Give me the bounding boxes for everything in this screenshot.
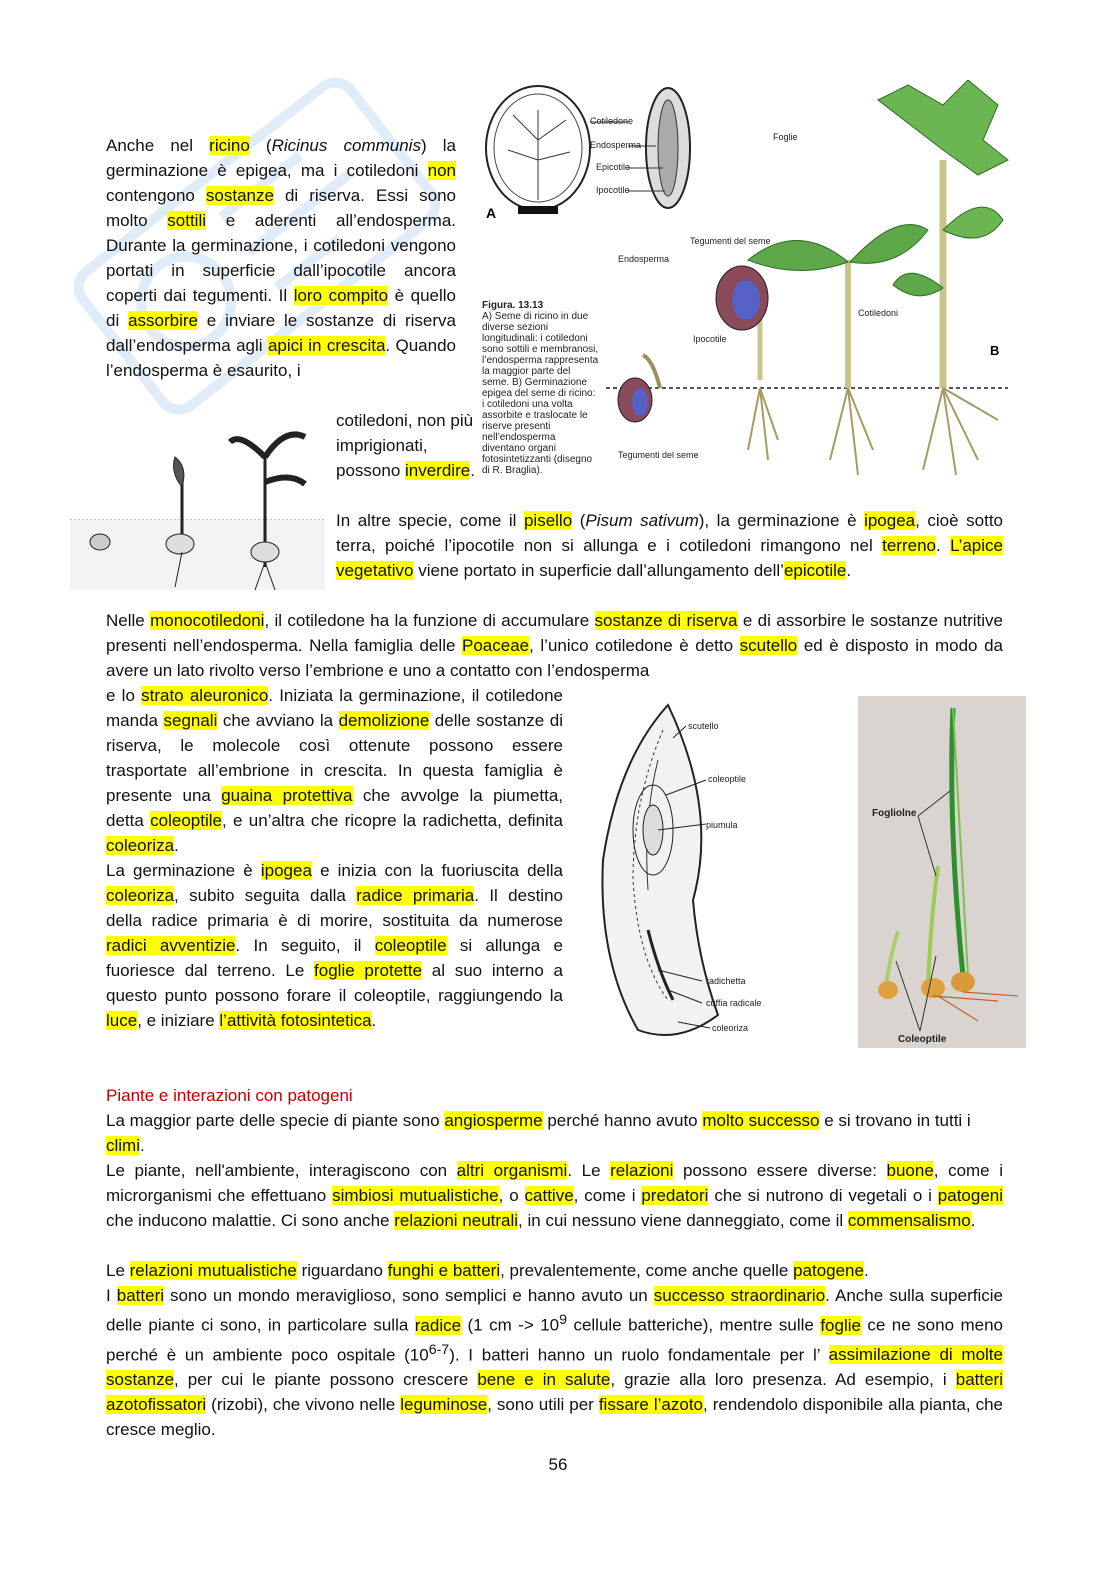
- label-endosperma: Endosperma: [590, 140, 642, 150]
- paragraph-monocotiledoni: Nelle monocotiledoni, il cotiledone ha la funzione di accumulare sostanze di riserva e di assorbire le sostanze nutritive presenti nell’endosperma. Nella famiglia delle Poaceae, l’unico cotiledone è detto scutello ed è disposto in modo da avere un lato rivolto verso l’embrione e uno a contatto con l’endosperma: [106, 611, 1003, 680]
- paragraph-mutualistiche: Le relazioni mutualistiche riguardano funghi e batteri, prevalentemente, come anche quelle patogene.: [106, 1261, 869, 1280]
- label-ipocotile: Ipocotile: [596, 185, 630, 195]
- figure-pea-germination: [70, 412, 325, 590]
- label-tegumenti-1: Tegumenti del seme: [690, 236, 771, 246]
- label-scutello: scutello: [688, 721, 719, 731]
- paragraph-ricino: Anche nel ricino (Ricinus communis) la germinazione è epigea, ma i cotiledoni non contengono sostanze di riserva. Essi sono molto sottili e aderenti all’endosperma. Durante la germinazione, i cotiledoni vengono portati in superficie dall’ipocotile ancora coperti dai tegumenti. Il loro compito è quello di assorbire e inviare le sostanze di riserva dall’endosperma agli apici in crescita. Quando l’endosperma è esaurito, i: [106, 136, 457, 380]
- label-cotiledoni: Cotiledoni: [858, 308, 899, 318]
- figure-seedling-photo: [858, 696, 1026, 1048]
- caption-title: Figura. 13.13: [482, 300, 544, 311]
- figure-grain-section: [598, 700, 788, 1050]
- paragraph-batteri: I batteri sono un mondo meraviglioso, sono semplici e hanno avuto un successo straordinario. Anche sulla superficie delle piante ci sono, in particolare sulla radice (1 cm -> $10^9$ cellule batteriche), mentre sulle foglie ce ne sono meno perché è un ambiente poco ospitale (10$^{6-7}$). I batteri hanno un ruolo fondamentale per l’ assimilazione di molte sostanze, per cui le piante possono crescere bene e in salute, grazie alla loro presenza. Ad esempio, i batteri azotofissatori (rizobi), che vivono nelle leguminose, sono utili per fissare l’azoto, rendendolo disponibile alla pianta, che cresce meglio.: [106, 1286, 1003, 1440]
- label-a: A: [486, 205, 497, 221]
- label-piumula: piumula: [706, 820, 738, 830]
- paragraph-pisello: In altre specie, come il pisello (Pisum sativum), la germinazione è ipogea, cioè sotto terra, poiché l’ipocotile non si allunga e i cotiledoni rimangono nel terreno. L’apice vegetativo viene portato in superficie dall’allungamento dell’epicotile.: [336, 511, 1003, 580]
- label-cotiledone: Cotiledone: [590, 116, 634, 126]
- figure-caption: [482, 300, 600, 476]
- label-coleoptile: coleoptile: [708, 774, 747, 784]
- label-b: B: [990, 343, 1000, 358]
- page-number: 56: [548, 1455, 568, 1474]
- label-radichetta: radichetta: [706, 976, 746, 986]
- caption-text: A) Seme di ricino in due diverse sezioni longitudinali: i cotiledoni sono sottili e membranosi, l’endosperma rappresenta la maggior parte del seme. B) Germinazione epigea del seme di ricino: i cotiledoni una volta assorbite e traslocate le riserve presenti nell’endosperma diventano organi fotosintetizzanti (disegno di R. Braglia).: [482, 311, 599, 476]
- paragraph-ricino-cont: cotiledoni, non più imprigionati, possono inverdire.: [336, 411, 475, 480]
- paragraph-relazioni: Le piante, nell'ambiente, interagiscono con altri organismi. Le relazioni possono essere diverse: buone, come i microrganismi che effettuano simbiosi mutualistiche, o cattive, come i predatori che si nutrono di vegetali o i patogeni che inducono malattie. Ci sono anche relazioni neutrali, in cui nessuno viene danneggiato, come il commensalismo.: [106, 1161, 1004, 1230]
- label-endosperma-2: Endosperma: [618, 254, 670, 264]
- label-cuffia-radicale: cuffia radicale: [706, 998, 762, 1008]
- paragraph-angiosperme: La maggior parte delle specie di piante sono angiosperme perché hanno avuto molto successo e si trovano in tutti i climi.: [106, 1111, 971, 1155]
- label-ipocotile-2: Ipocotile: [693, 334, 727, 344]
- paragraph-aleuronico: e lo strato aleuronico. Iniziata la germinazione, il cotiledone manda segnali che avviano la demolizione delle sostanze di riserva, le molecole così ottenute possono essere trasportate all’embrione in crescita. In questa famiglia è presente una guaina protettiva che avvolge la piumetta, detta coleoptile, e un’altra che ricopre la radichetta, definita coleoriza.: [106, 686, 563, 855]
- paragraph-ipogea: La germinazione è ipogea e inizia con la fuoriuscita della coleoriza, subito seguita dalla radice primaria. Il destino della radice primaria è di morire, sostituita da numerose radici avventizie. In seguito, il coleoptile si allunga e fuoriesce dal terreno. Le foglie protette al suo interno a questo punto possono forare il coleoptile, raggiungendo la luce, e iniziare l’attività fotosintetica.: [106, 861, 564, 1030]
- label-fogliolne: Fogliolne: [872, 808, 917, 819]
- label-tegumenti-2: Tegumenti del seme: [618, 450, 699, 460]
- label-epicotile: Epicotile: [596, 162, 631, 172]
- label-coleoriza: coleoriza: [712, 1023, 749, 1033]
- label-coleoptile-photo: Coleoptile: [898, 1034, 947, 1045]
- label-foglie: Foglie: [773, 132, 798, 142]
- section-title: Piante e interazioni con patogeni: [106, 1086, 353, 1105]
